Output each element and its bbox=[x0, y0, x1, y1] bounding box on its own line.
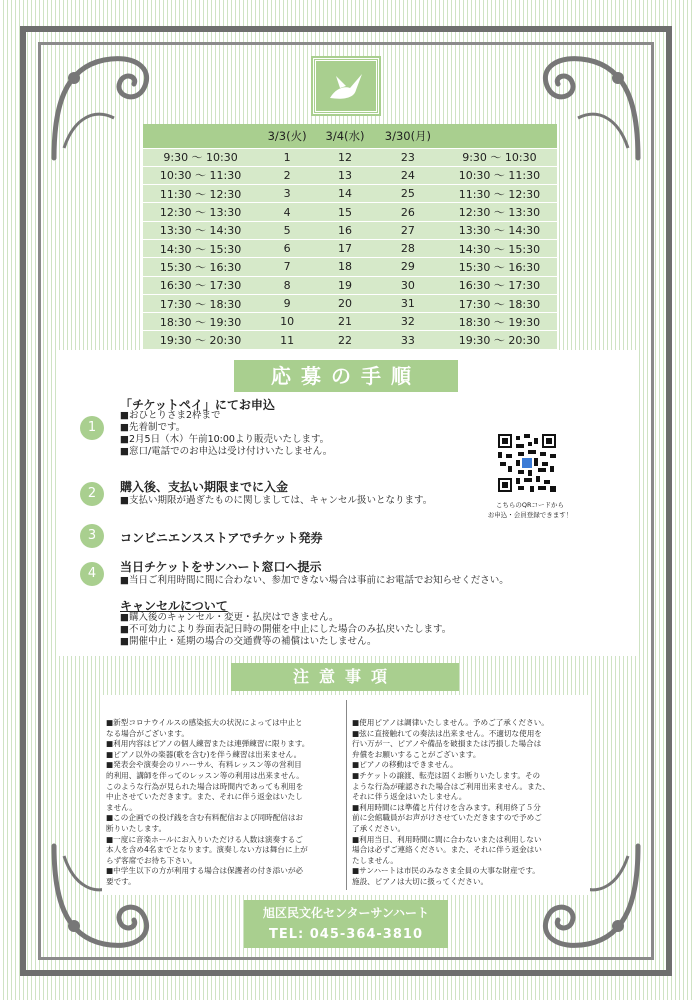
qr-note-line: こちらのQRコードから bbox=[495, 501, 565, 509]
table-cell: 12:30 〜 13:30 bbox=[442, 203, 557, 221]
table-header: 3/3(火) bbox=[258, 124, 316, 148]
table-row bbox=[143, 221, 557, 239]
table-cell: 19 bbox=[316, 276, 374, 294]
step-1-line: ■2月5日（木）午前10:00より販売いたします。 bbox=[120, 434, 330, 445]
note-line: 本人を含め4名までとなります。演奏しない方は舞台に上が bbox=[106, 845, 308, 855]
table-cell: 10:30 〜 11:30 bbox=[442, 166, 557, 184]
table-cell: 4 bbox=[258, 203, 316, 221]
note-line: ■この企画での投げ銭を含む有料配信および同時配信はお bbox=[106, 813, 304, 823]
notes-left-column bbox=[106, 718, 338, 888]
note-line: 施設、ピアノは大切に扱ってください。 bbox=[352, 876, 489, 886]
schedule-table bbox=[143, 124, 557, 350]
table-cell: 17:30 〜 18:30 bbox=[143, 294, 258, 312]
table-cell: 15 bbox=[316, 203, 374, 221]
step-3-number: 3 bbox=[80, 524, 104, 548]
table-cell: 9:30 〜 10:30 bbox=[442, 148, 557, 166]
step-1-number: 1 bbox=[80, 416, 104, 440]
note-line: 的利用、講師を伴ってのレッスン等の利用は出来ません。 bbox=[106, 770, 304, 780]
table-cell: 6 bbox=[258, 239, 316, 257]
table-row bbox=[143, 276, 557, 294]
dove-logo bbox=[313, 58, 379, 114]
note-line: らず客席でお待ち下さい。 bbox=[106, 855, 198, 865]
table-cell: 27 bbox=[374, 221, 442, 239]
table-cell: 23 bbox=[374, 148, 442, 166]
table-cell: 3 bbox=[258, 185, 316, 203]
table-row bbox=[143, 166, 557, 184]
table-cell: 14 bbox=[316, 185, 374, 203]
note-line: 弁償をお願いすることがございます。 bbox=[352, 749, 481, 759]
note-line: 前に会館職員がお声がけさせていただきますので予めご bbox=[352, 813, 542, 823]
note-line: ■弦に直接触れての奏法は出来ません。不適切な使用を bbox=[352, 728, 542, 738]
note-line: 了承ください。 bbox=[352, 823, 406, 833]
table-cell: 32 bbox=[374, 313, 442, 331]
note-line: 場合は必ずご連絡ください。また、それに伴う返金はい bbox=[352, 845, 542, 855]
table-cell: 18:30 〜 19:30 bbox=[442, 313, 557, 331]
table-cell: 18 bbox=[316, 258, 374, 276]
table-row bbox=[143, 331, 557, 349]
note-line: なる場合がございます。 bbox=[106, 728, 189, 738]
note-line: ■チケットの譲渡、転売は固くお断りいたします。その bbox=[352, 770, 541, 780]
note-line: ■利用当日、利用時間に間に合わないまたは利用しない bbox=[352, 834, 542, 844]
table-cell: 24 bbox=[374, 166, 442, 184]
step-4-line: ■当日ご利用時間に間に合わない、参加できない場合は事前にお電話でお知らせください。 bbox=[120, 575, 509, 586]
table-cell: 11:30 〜 12:30 bbox=[442, 185, 557, 203]
table-cell: 20 bbox=[316, 294, 374, 312]
table-cell: 30 bbox=[374, 276, 442, 294]
table-row bbox=[143, 258, 557, 276]
table-row bbox=[143, 148, 557, 166]
step-1-title: 「チケットペイ」にてお申込 bbox=[120, 398, 275, 412]
qr-note bbox=[478, 500, 582, 520]
notes-divider bbox=[346, 700, 347, 890]
table-header bbox=[442, 124, 557, 148]
note-line: それに伴う返金はいたしません。 bbox=[352, 792, 467, 802]
note-line: ■利用時間には準備と片付けを含みます。利用終了５分 bbox=[352, 802, 541, 812]
table-header-row bbox=[143, 124, 557, 148]
note-line: たしません。 bbox=[352, 855, 399, 865]
footer-contact bbox=[244, 900, 448, 948]
table-cell: 13:30 〜 14:30 bbox=[442, 221, 557, 239]
step-4-title: 当日チケットをサンハート窓口へ提示 bbox=[120, 560, 322, 574]
cancel-line: ■開催中止・延期の場合の交通費等の補償はいたしません。 bbox=[120, 636, 377, 647]
step-3-title: コンビニエンスストアでチケット発券 bbox=[120, 531, 323, 545]
table-cell: 15:30 〜 16:30 bbox=[143, 258, 258, 276]
table-cell: 17:30 〜 18:30 bbox=[442, 294, 557, 312]
table-cell: 22 bbox=[316, 331, 374, 349]
table-cell: 11 bbox=[258, 331, 316, 349]
step-2-number: 2 bbox=[80, 482, 104, 506]
note-line: ■利用内容はピアノの個人練習または連弾練習に限ります。 bbox=[106, 739, 310, 749]
table-cell: 16:30 〜 17:30 bbox=[442, 276, 557, 294]
dove-icon bbox=[326, 68, 366, 104]
table-cell: 31 bbox=[374, 294, 442, 312]
note-line: ■新型コロナウイルスの感染拡大の状況によっては中止と bbox=[106, 718, 303, 727]
table-row bbox=[143, 239, 557, 257]
step-1-line: ■おひとりさま2枠まで bbox=[120, 410, 221, 421]
table-cell: 13:30 〜 14:30 bbox=[143, 221, 258, 239]
notes-right-column bbox=[352, 718, 584, 888]
table-row bbox=[143, 185, 557, 203]
note-line: ■一度に音楽ホールにお入りいただける人数は演奏するご bbox=[106, 834, 303, 844]
note-line: ■中学生以下の方が利用する場合は保護者の付き添いが必 bbox=[106, 866, 304, 876]
note-line: ■ピアノの移動はできません。 bbox=[352, 760, 458, 770]
note-line: 断りいたします。 bbox=[106, 823, 167, 833]
table-cell: 1 bbox=[258, 148, 316, 166]
table-header: 3/4(水) bbox=[316, 124, 374, 148]
step-2-title: 購入後、支払い期限までに入金 bbox=[120, 480, 289, 494]
note-line: ような行為が確認された場合はご利用出来ません。また、 bbox=[352, 781, 550, 791]
table-cell: 17 bbox=[316, 239, 374, 257]
table-cell: 7 bbox=[258, 258, 316, 276]
table-cell: 25 bbox=[374, 185, 442, 203]
table-row bbox=[143, 203, 557, 221]
table-cell: 12 bbox=[316, 148, 374, 166]
step-1-line: ■窓口/電話でのお申込は受け付けいたしません。 bbox=[120, 446, 333, 457]
table-cell: 28 bbox=[374, 239, 442, 257]
note-line: ■発表会や演奏会のリハーサル、有料レッスン等の営利目 bbox=[106, 760, 302, 770]
table-cell: 5 bbox=[258, 221, 316, 239]
table-cell: 16:30 〜 17:30 bbox=[143, 276, 258, 294]
step-4-number: 4 bbox=[80, 562, 104, 586]
table-cell: 33 bbox=[374, 331, 442, 349]
table-cell: 21 bbox=[316, 313, 374, 331]
cancel-line: ■不可効力により券面表記日時の開催を中止にした場合のみ払戻いたします。 bbox=[120, 624, 452, 635]
table-cell: 10 bbox=[258, 313, 316, 331]
table-cell: 13 bbox=[316, 166, 374, 184]
note-line: ■使用ピアノは調律いたしません。予めご了承ください。 bbox=[352, 718, 549, 727]
note-line: ません。 bbox=[106, 802, 137, 812]
table-cell: 19:30 〜 20:30 bbox=[442, 331, 557, 349]
note-line: このような行為が見られた場合は時間内であっても利用を bbox=[106, 781, 304, 791]
note-line: ■ピアノ以外の楽器(歌を含む)を伴う練習は出来ません。 bbox=[106, 749, 302, 759]
table-cell: 8 bbox=[258, 276, 316, 294]
qr-note-line: お申込・会員登録できます！ bbox=[487, 511, 573, 519]
table-cell: 10:30 〜 11:30 bbox=[143, 166, 258, 184]
table-cell: 15:30 〜 16:30 bbox=[442, 258, 557, 276]
table-cell: 2 bbox=[258, 166, 316, 184]
table-cell: 14:30 〜 15:30 bbox=[442, 239, 557, 257]
table-cell: 16 bbox=[316, 221, 374, 239]
note-line: 行い万が一、ピアノや備品を破損または汚損した場合は bbox=[352, 739, 542, 749]
step-2-line: ■支払い期限が過ぎたものに関しましては、キャンセル扱いとなります。 bbox=[120, 495, 433, 506]
qr-code[interactable] bbox=[498, 434, 556, 492]
table-cell: 26 bbox=[374, 203, 442, 221]
note-line: 要です。 bbox=[106, 876, 136, 886]
table-cell: 9 bbox=[258, 294, 316, 312]
table-row bbox=[143, 294, 557, 312]
table-cell: 19:30 〜 20:30 bbox=[143, 331, 258, 349]
step-1-line: ■先着制です。 bbox=[120, 422, 186, 433]
table-cell: 18:30 〜 19:30 bbox=[143, 313, 258, 331]
note-line: ■サンハートは市民のみなさま全員の大事な財産です。 bbox=[352, 866, 540, 876]
note-line: 中止させていただきます。また、それに伴う返金はいたし bbox=[106, 792, 303, 802]
cancel-title: キャンセルについて bbox=[120, 599, 228, 613]
table-cell: 12:30 〜 13:30 bbox=[143, 203, 258, 221]
table-cell: 11:30 〜 12:30 bbox=[143, 185, 258, 203]
table-header bbox=[143, 124, 258, 148]
table-row bbox=[143, 313, 557, 331]
table-cell: 29 bbox=[374, 258, 442, 276]
cancel-line: ■購入後のキャンセル・変更・払戻はできません。 bbox=[120, 612, 339, 623]
venue-name: 旭区民文化センターサンハート bbox=[262, 906, 430, 920]
table-cell: 14:30 〜 15:30 bbox=[143, 239, 258, 257]
apply-heading: 応募の手順 bbox=[234, 360, 458, 392]
notes-heading: 注意事項 bbox=[231, 663, 459, 691]
table-header: 3/30(月) bbox=[374, 124, 442, 148]
table-cell: 9:30 〜 10:30 bbox=[143, 148, 258, 166]
venue-tel: TEL: 045-364-3810 bbox=[268, 927, 423, 942]
